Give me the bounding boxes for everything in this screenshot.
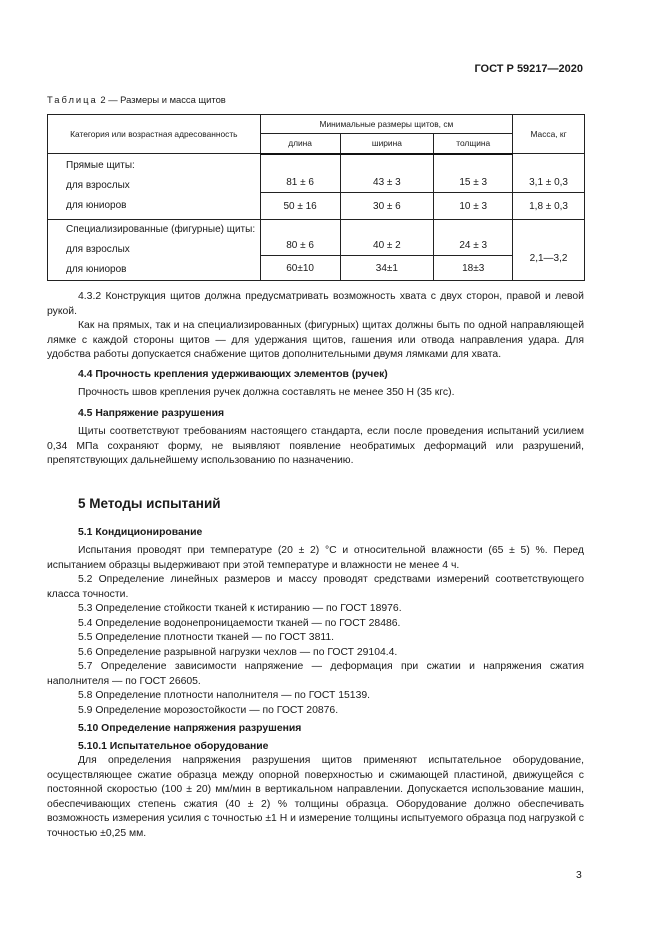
paragraph: Для определения напряжения разрушения щитов применяют испытательное оборудование, осуществляющее сжатие образца между опорной поверхностью и сжимающей пластиной, движущейся с постоянной скоростью (100 ± 20) мм/мин в вертикальном направлении. Допускается использование машин, обеспечивающих степень сжатия (40 ± 2) % толщины образца. Оборудование должно обеспечивать возможность измерения усилия с точностью ±1 Н и измерение толщины испытуемого образца под нагрузкой с точностью ±0,25 мм. <box>47 755 584 839</box>
cell-mass: 3,1 ± 0,3 <box>513 154 585 193</box>
paragraph: 4.3.2 Конструкция щитов должна предусматривать возможность хвата с двух сторон, правой и левой рукой. <box>47 291 584 317</box>
paragraph: Как на прямых, так и на специализированных (фигурных) щитах должны быть по одной направляющей лямке с каждой стороны щитов — для удержания щитов, гашения или отвода направления удара. Для удобства работы допускается снабжение щитов дополнительными двумя лямками для хвата. <box>47 320 584 360</box>
row-label: для юниоров <box>66 264 127 275</box>
header-thickness: толщина <box>434 134 513 154</box>
group-straight <box>48 154 261 220</box>
cell-length: 50 ± 16 <box>260 193 340 220</box>
table-row <box>48 154 585 193</box>
paragraph: Щиты соответствуют требованиям настоящего стандарта, если после проведения испытаний усилием 0,34 МПа сохраняют форму, не выявляют появление необратимых деформаций или разрушений, препятствующих дальнейшему использованию по назначению. <box>47 426 584 466</box>
cell-thickness: 10 ± 3 <box>434 193 513 220</box>
cell-length: 81 ± 6 <box>260 154 340 193</box>
group-special <box>48 220 261 281</box>
heading-5-10: 5.10 Определение напряжения разрушения <box>78 723 302 734</box>
document-body <box>47 290 584 841</box>
cell-mass: 2,1—3,2 <box>513 220 585 281</box>
table-row <box>48 220 585 256</box>
heading-5-1: 5.1 Кондиционирование <box>78 526 203 538</box>
heading-4-4: 4.4 Прочность крепления удерживающих элементов (ручек) <box>78 368 388 380</box>
cell-length: 80 ± 6 <box>260 220 340 256</box>
caption-text: 2 — Размеры и масса щитов <box>97 94 226 105</box>
shield-size-table <box>47 114 585 281</box>
paragraph: Испытания проводят при температуре (20 ± 2) °С и относительной влажности (65 ± 5) %. Перед испытанием образцы выдерживают при этой температуре и влажности не менее 4 ч. <box>47 545 584 571</box>
header-dims: Минимальные размеры щитов, см <box>260 115 512 134</box>
header-length: длина <box>260 134 340 154</box>
paragraph: 5.6 Определение разрывной нагрузки чехлов — по ГОСТ 29104.4. <box>78 646 398 658</box>
paragraph: 5.9 Определение морозостойкости — по ГОСТ 20876. <box>78 704 339 716</box>
row-label: для взрослых <box>66 244 130 255</box>
cell-width: 30 ± 6 <box>340 193 434 220</box>
page-number: 3 <box>576 870 582 881</box>
header-width: ширина <box>340 134 434 154</box>
caption-label: Таблица <box>47 94 98 105</box>
paragraph: 5.7 Определение зависимости напряжение — деформация при сжатии и напряжения сжатия наполнителя — по ГОСТ 26605. <box>47 661 584 687</box>
cell-thickness: 24 ± 3 <box>434 220 513 256</box>
cell-width: 40 ± 2 <box>340 220 434 256</box>
heading-5: 5 Методы испытаний <box>78 495 221 511</box>
paragraph: 5.8 Определение плотности наполнителя — по ГОСТ 15139. <box>78 690 371 701</box>
header-mass: Масса, кг <box>513 115 585 154</box>
document-header: ГОСТ Р 59217—2020 <box>474 63 583 75</box>
row-label: для юниоров <box>66 200 127 211</box>
paragraph: 5.4 Определение водонепроницаемости тканей — по ГОСТ 28486. <box>78 617 401 629</box>
cell-length: 60±10 <box>260 256 340 281</box>
cell-width: 43 ± 3 <box>340 154 434 193</box>
header-category: Категория или возрастная адресованность <box>48 115 261 154</box>
cell-mass: 1,8 ± 0,3 <box>513 193 585 220</box>
table-caption <box>47 94 226 105</box>
paragraph: 5.5 Определение плотности тканей — по ГОСТ 3811. <box>78 632 335 643</box>
cell-width: 34±1 <box>340 256 434 281</box>
row-label: для взрослых <box>66 180 130 191</box>
paragraph: 5.3 Определение стойкости тканей к истиранию — по ГОСТ 18976. <box>78 603 402 614</box>
paragraph: Прочность швов крепления ручек должна составлять не менее 350 Н (35 кгс). <box>78 387 455 398</box>
cell-thickness: 15 ± 3 <box>434 154 513 193</box>
paragraph: 5.2 Определение линейных размеров и массу проводят средствами измерений соответствующего класса точности. <box>47 574 584 600</box>
heading-4-5: 4.5 Напряжение разрушения <box>78 407 225 419</box>
heading-5-10-1: 5.10.1 Испытательное оборудование <box>78 740 269 752</box>
group-title: Специализированные (фигурные) щиты: <box>66 224 256 235</box>
group-title: Прямые щиты: <box>66 160 135 171</box>
cell-thickness: 18±3 <box>434 256 513 281</box>
